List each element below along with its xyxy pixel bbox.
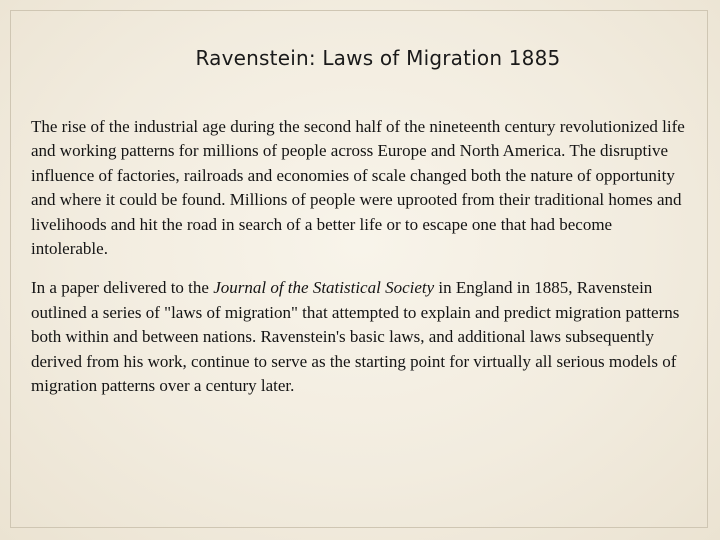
paragraph-2-text-after: in England in 1885, Ravenstein outlined a series of "laws of migration" that attempted to explain and predict migration patterns both within and between nations. Ravenstein's basic laws, and additional laws subsequently derived from his work, continue to serve as the starting point for virtually all serious models of migration patterns over a century later. bbox=[31, 278, 680, 396]
slide-body bbox=[31, 115, 691, 398]
paragraph-ravenstein-paper bbox=[31, 276, 691, 398]
journal-title: Journal of the Statistical Society bbox=[213, 278, 435, 298]
paragraph-2-text-before: In a paper delivered to the bbox=[31, 278, 214, 298]
paragraph-industrial-age: The rise of the industrial age during the second half of the nineteenth century revolutionized life and working patterns for millions of people across Europe and North America. The disruptive influence of factories, railroads and economies of scale changed both the nature of opportunity and where it could be found. Millions of people were uprooted from their traditional homes and livelihoods and hit the road in search of a better life or to escape one that had become intolerable. bbox=[31, 117, 685, 259]
slide-title: Ravenstein: Laws of Migration 1885 bbox=[195, 46, 561, 70]
